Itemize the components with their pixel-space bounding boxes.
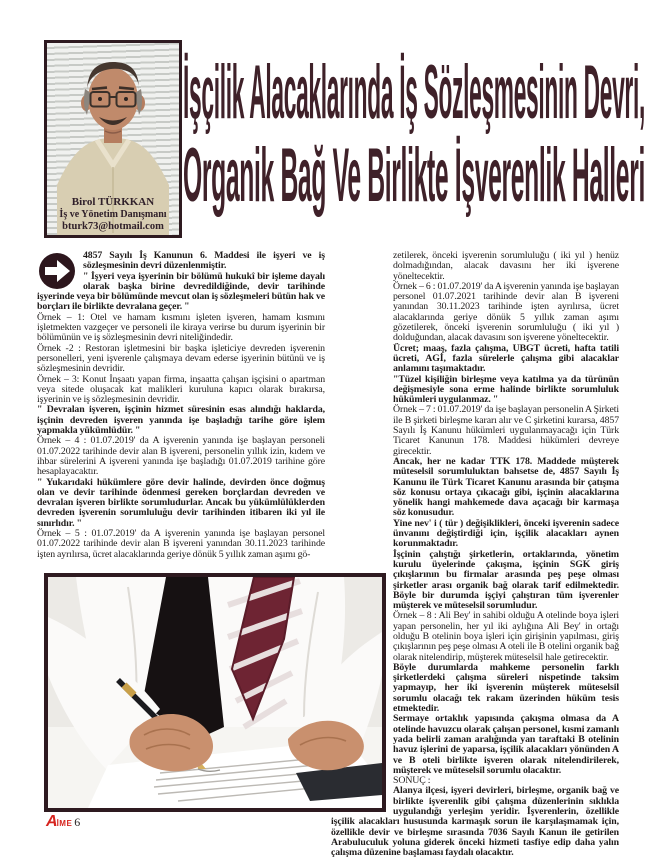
- article-paragraph: Örnek – 6 : 01.07.2019' da A işverenin yanında işe başlayan personel 01.07.2021 tarihinde devir alan B işvereni yanından 30.11.2023 tarihinde işten ayrılırsa, ücret alacaklarında geriye dönük 5 yıllık zaman aşımı gözetilerek, önceki işverenin sorumluluğu ( iki yıl ) dolduğundan, alacak davasını son işverene yöneltecektir.: [393, 280, 619, 344]
- article-paragraph: Örnek – 5 : 01.07.2019' da A işverenin yanında işe başlayan personel 01.07.2022 tarihinde devir alan B işvereni yanından 30.11.2023 tarihinde işten ayrılırsa, ücret alacaklarında geriye dönük 5 yıllık zaman aşımı gö-: [37, 528, 325, 560]
- article-paragraph: Böyle durumlarda mahkeme personelin farklı şirketlerdeki çalışma süreleri nispetinde taksim yapmayıp, her iki işverenin müşterek müteselsil sorumlu olacağı tek rakam üzerinden hüküm tesis etmektedir.: [393, 661, 619, 715]
- article-paragraph: Örnek – 4 : 01.07.2019' da A işverenin yanında işe başlayan personeli 01.07.2022 tarihinde devir alan B işvereni, personelin yıllık izin, kıdem ve ihbar sürelerini A işvereni yanında işe başladığı 01.07.2019 tarihine göre hesaplayacaktır.: [37, 435, 325, 478]
- page-number: 6: [74, 815, 81, 829]
- article-paragraph: zetilerek, önceki işverenin sorumluluğu ( iki yıl ) henüz dolmadığından, alacak davasını her iki işverene yöneltecektir.: [393, 250, 619, 282]
- article-paragraph: " Devralan işveren, işçinin hizmet süresinin esas alındığı haklarda, işçinin devreden işveren yanında işe başladığı tarihe göre işlem yapmakla yükümlüdür. ": [37, 404, 325, 437]
- article-paragraph: " İşyeri veya işyerinin bir bölümü hukukî bir işleme dayalı olarak başka birine devredildiğinde, devir tarihinde işyerinde veya bir bölümünde mevcut olan iş sözleşmeleri bütün hak ve borçları ile birlikte devralana geçer. ": [37, 270, 325, 313]
- article-title-text-1: İşçilik Alacaklarında İş Sözleşmesinin Devri,: [183, 50, 645, 135]
- author-caption: [47, 196, 179, 233]
- article-paragraph: Ücret; maaş, fazla çalışma, UBGT ücreti, hafta tatili ücreti, AGİ, fazla sürelerle çalışma gibi alacaklar anlamını taşımaktadır.: [393, 342, 619, 375]
- article-title-text-2: Organik Bağ Ve Birlikte İşverenlik Halleri: [183, 133, 645, 218]
- signing-photo-illustration: [48, 577, 382, 808]
- article-paragraph: " Yukarıdaki hükümlere göre devir halinde, devirden önce doğmuş olan ve devir tarihinde ödenmesi gereken borçlardan devreden ve devralan işveren birlikte sorumludurlar. Ancak bu yükümlülüklerden devreden işverenin sorumluluğu devir tarihinden itibaren iki yıl ile sınırlıdır. ": [37, 476, 325, 529]
- author-photo: [44, 40, 182, 238]
- signing-photo: [44, 573, 386, 812]
- article-paragraph: Örnek – 1: Otel ve hamam kısmını işleten işveren, hamam kısmını işletmekten vazgeçer ve personeli ile kiraya verirse bu durum işyerinin bir bölümünün ve iş sözleşmesinin devri niteliğindedir.: [37, 311, 325, 344]
- article-paragraph: "Tüzel kişiliğin birleşme veya katılma ya da türünün değişmesiyle sona erme halinde birlikte sorumluluk hükümleri uygulanmaz. ": [393, 373, 619, 406]
- article-title-line-1: [183, 50, 645, 135]
- article-paragraph: Örnek – 7 : 01.07.2019' da işe başlayan personelin A Şirketi ile B şirketi birleşme kararı alır ve C şirketini kurarsa, 4857 Sayılı İş Kanunu hükümleri uygulanmayacağı için Türk Ticaret Kanunun 178. Maddesi hükümleri devreye girecektir.: [393, 404, 619, 457]
- article-paragraph: Sermaye ortaklık yapısında çakışma olmasa da A otelinde havuzcu olarak çalışan personel, kısmi zamanlı yada belirli zaman aralığında yan taraftaki B otelinin havuz işlerini de yaparsa, işçilik alacakları yönünden A ve B oteli birlikte işveren olarak nitelendirilerek, müşterek ve müteselsil sorumlu olacaktır.: [393, 713, 619, 776]
- article-paragraph: Örnek – 8 : Ali Bey' in sahibi olduğu A otelinde boya işleri yapan personelin, her yıl iki aylığına Ali Bey' in ortağı olduğu B otelinin boya işleri için girişinin yapılması, giriş çıkışlarının peş peşe olması A oteli ile B otelini organik bağ olarak nitelendirip, müşterek müteselsil hale getirecektir.: [393, 610, 619, 663]
- author-role: İş ve Yönetim Danışmanı: [59, 208, 167, 220]
- article-paragraph: 4857 Sayılı İş Kanunun 6. Maddesi ile işyeri ve iş sözleşmesinin devri düzenlenmiştir.: [83, 250, 325, 272]
- article-title-line-2: [183, 133, 645, 218]
- article-paragraph: Ancak, her ne kadar TTK 178. Maddede müşterek müteselsil sorumluluktan bahsetse de, 4857 Sayılı İş Kanunu ile Türk Ticaret Kanunu arasında bir çatışma söz konusu ortaya çıkacağı gibi, işçinin alacaklarına yönelik hangi mahkemede dava açacağı bir karmaşa söz konusudur.: [393, 455, 619, 519]
- article-paragraph: Örnek -2 : Restoran işletmesini bir başka işleticiye devreden işverenin personelleri, yeni işverenle çalışmaya devam ederse işyerinin bütünü ve iş sözleşmesinin devridir.: [37, 342, 325, 375]
- article-paragraph: SONUÇ :: [393, 775, 431, 787]
- article-title: [183, 50, 645, 218]
- article-paragraph: Örnek – 3: Konut İnşaatı yapan firma, inşaatta çalışan işçisini o apartman veya sitede oluşacak kat malikleri kuruluna kapıcı olarak bırakırsa, işyerinin ve iş sözleşmesinin devridir.: [37, 373, 325, 406]
- article-paragraph: İşçinin çalıştığı şirketlerin, ortaklarında, yönetim kurulu üyelerinde çakışma, işçinin SGK giriş çıkışlarının bu firmalar arasında peş peşe olması şirketler arası organik bağ olarak tarif edilmektedir. Böyle bir durumda işçiyi çalıştıran tüm işverenler müşterek ve müteselsil sorumludur.: [393, 548, 619, 612]
- footer-logo: [46, 813, 80, 831]
- logo-letters-ime: İME: [56, 819, 73, 828]
- dropcap-float-spacer: [37, 251, 83, 283]
- article-paragraph: Alanya ilçesi, işyeri devirleri, birleşme, organik bağ ve birlikte işverenlik gibi çalışma düzenlerinin sıklıkla uygulandığı yerleşim yeridir. İşverenlerin, özellikle işçilik alacakları hususunda karmaşık sorun ile karşılaşmamak için, özellikle devir ve birleşme sırasında 7036 Sayılı Kanun ile getirilen Arabuluculuk yoluna giderek önceki hizmeti tasfiye edip daha yalın çalışma düzenine başlaması faydalı olacaktır.: [331, 785, 619, 858]
- author-email: bturk73@hotmail.com: [62, 220, 164, 232]
- logo-letter-a: A: [46, 813, 58, 830]
- author-name: Birol TÜRKKAN: [71, 195, 155, 208]
- article-paragraph: Yine nev' i ( tür ) değişiklikleri, önceki işverenin sadece ünvanını değiştirdiği için, işçilik alacakları aynen korunmaktadır.: [393, 517, 619, 550]
- body-column-left: [37, 251, 325, 560]
